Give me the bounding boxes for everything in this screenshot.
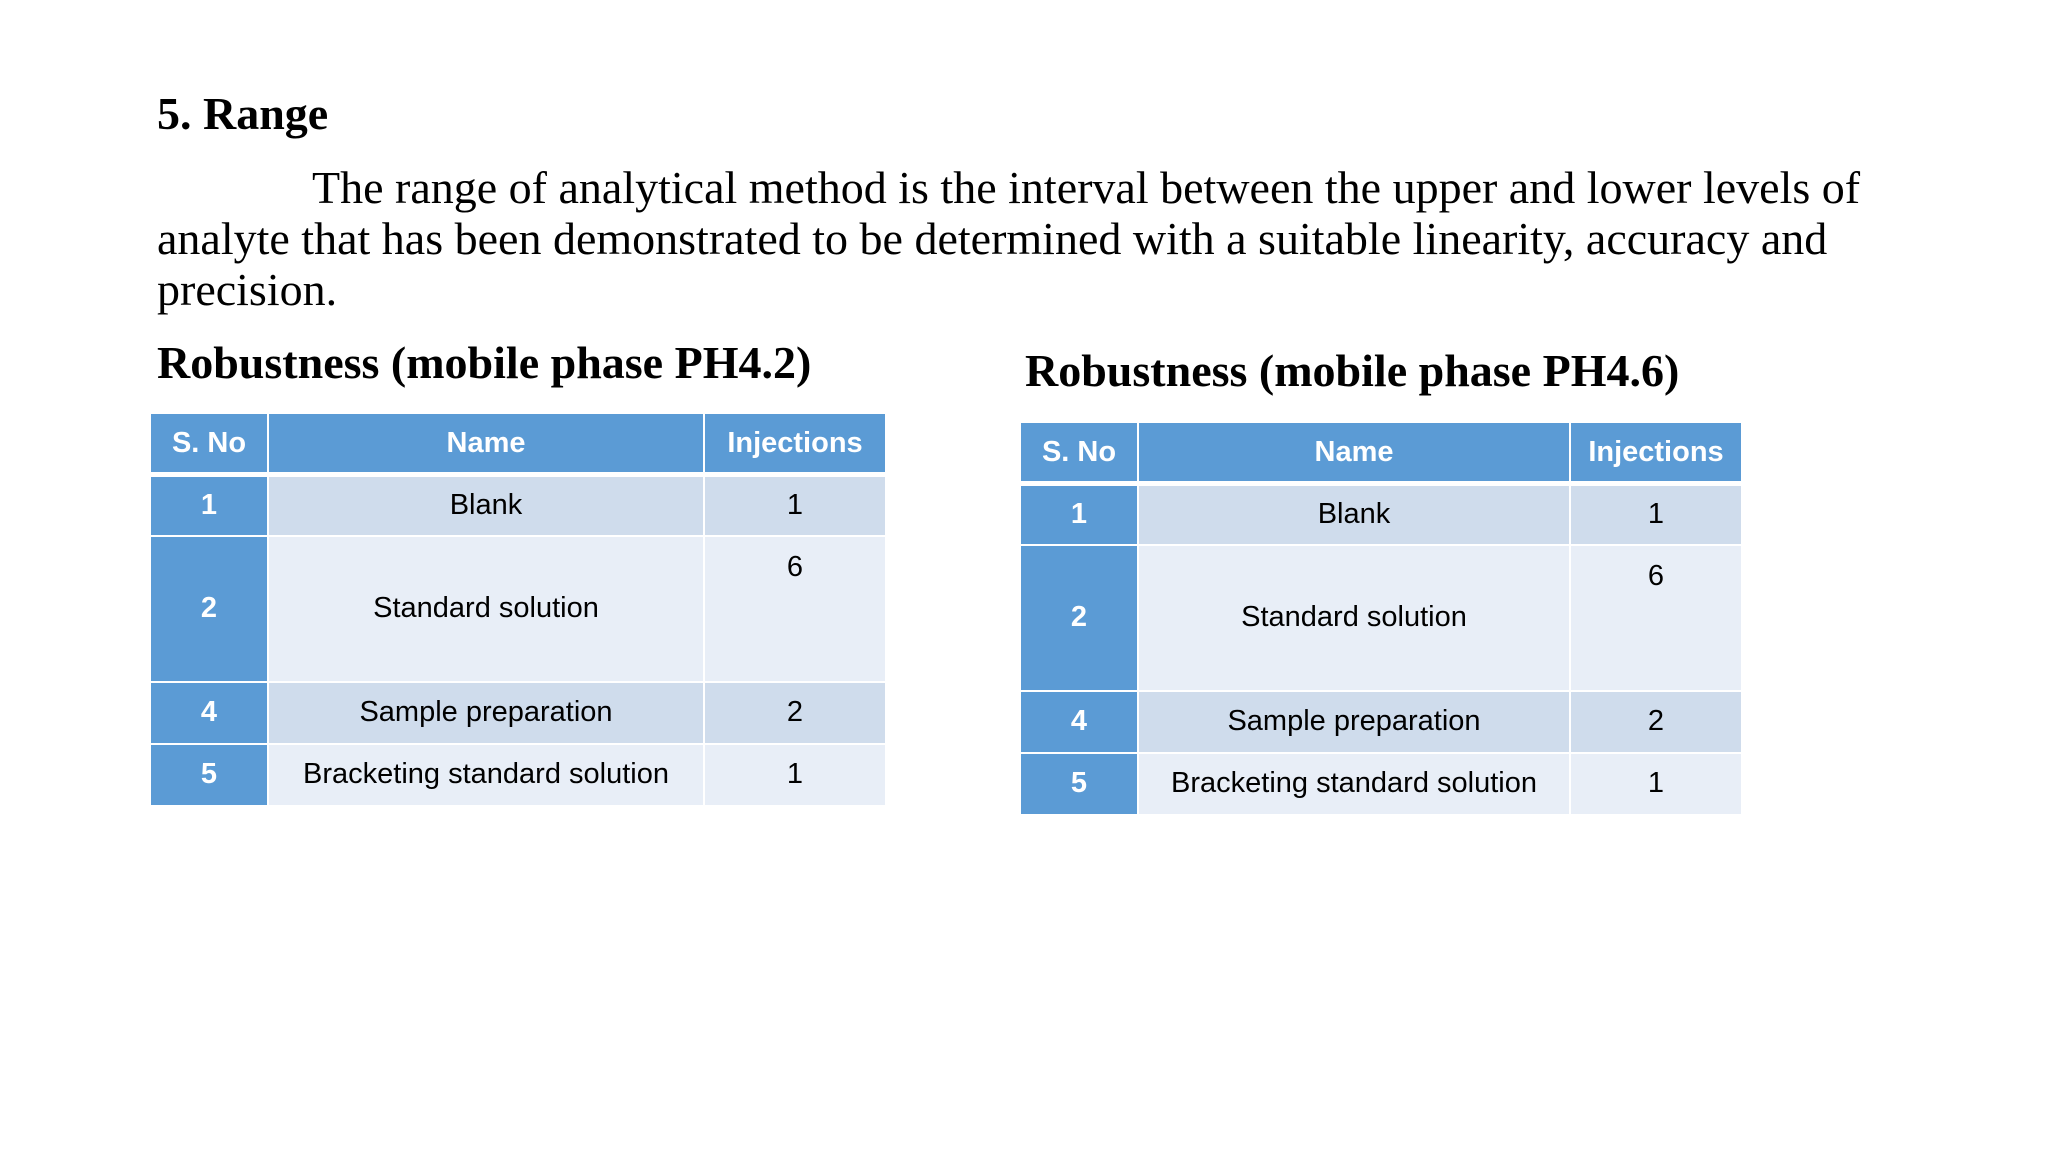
range-paragraph: The range of analytical method is the interval between the upper and lower levels of analyte that has been demonstrated to be determined with a suitable linearity, accuracy and precision. — [157, 162, 1861, 315]
header-injections: Injections — [1570, 422, 1742, 484]
cell-name: Standard solution — [1138, 545, 1570, 691]
cell-sno: 4 — [1020, 691, 1138, 753]
header-injections: Injections — [704, 413, 886, 475]
cell-injections: 2 — [1570, 691, 1742, 753]
header-name: Name — [1138, 422, 1570, 484]
cell-injections: 6 — [1570, 545, 1742, 691]
cell-injections: 2 — [704, 682, 886, 744]
cell-injections: 1 — [704, 475, 886, 536]
header-sno: S. No — [1020, 422, 1138, 484]
cell-name: Bracketing standard solution — [268, 744, 704, 806]
cell-sno: 2 — [150, 536, 268, 682]
table-row — [1020, 753, 1742, 815]
table-row — [1020, 545, 1742, 691]
table-title-ph42: Robustness (mobile phase PH4.2) — [157, 337, 812, 388]
cell-name: Sample preparation — [268, 682, 704, 744]
robustness-table-ph46 — [1019, 421, 1743, 816]
section-heading: 5. Range — [157, 88, 329, 139]
cell-name: Sample preparation — [1138, 691, 1570, 753]
table-row — [150, 536, 886, 682]
table-row — [1020, 484, 1742, 545]
cell-name: Blank — [1138, 484, 1570, 545]
cell-sno: 5 — [150, 744, 268, 806]
table-row — [150, 744, 886, 806]
table-header-row — [1020, 422, 1742, 484]
cell-name: Blank — [268, 475, 704, 536]
cell-sno: 4 — [150, 682, 268, 744]
table-header-row — [150, 413, 886, 475]
table-title-ph46: Robustness (mobile phase PH4.6) — [1025, 345, 1680, 396]
cell-injections: 6 — [704, 536, 886, 682]
cell-sno: 5 — [1020, 753, 1138, 815]
header-name: Name — [268, 413, 704, 475]
table-row — [1020, 691, 1742, 753]
cell-injections: 1 — [1570, 753, 1742, 815]
table-row — [150, 475, 886, 536]
cell-sno: 2 — [1020, 545, 1138, 691]
cell-sno: 1 — [150, 475, 268, 536]
robustness-table-ph42 — [149, 412, 887, 807]
table-row — [150, 682, 886, 744]
cell-injections: 1 — [1570, 484, 1742, 545]
cell-name: Standard solution — [268, 536, 704, 682]
header-sno: S. No — [150, 413, 268, 475]
cell-sno: 1 — [1020, 484, 1138, 545]
cell-name: Bracketing standard solution — [1138, 753, 1570, 815]
cell-injections: 1 — [704, 744, 886, 806]
